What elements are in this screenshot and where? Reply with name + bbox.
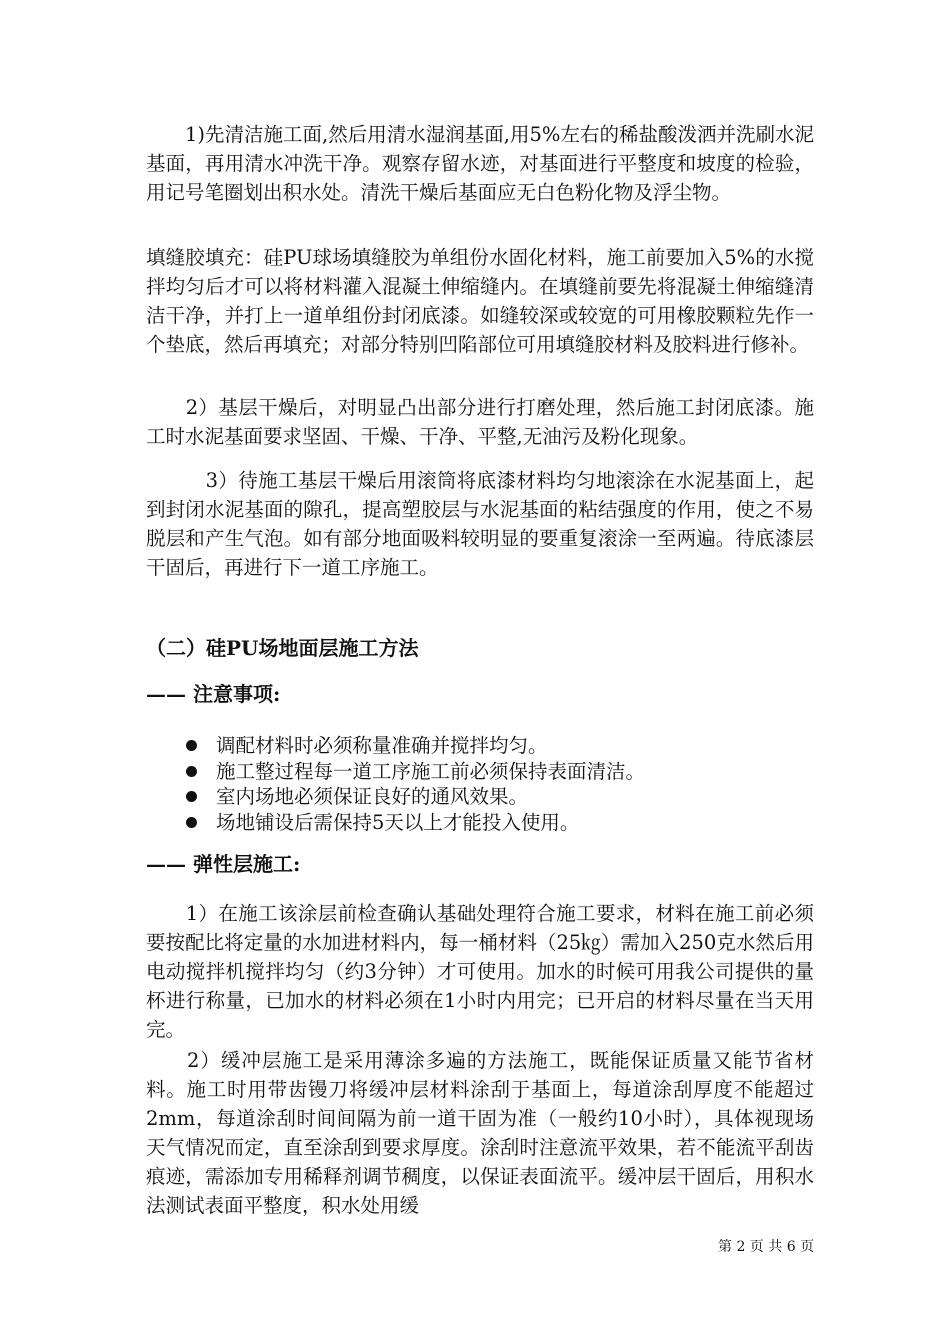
- page-number: 第 2 页 共 6 页: [718, 1239, 815, 1255]
- notes-list: [146, 733, 806, 835]
- paragraph-cleaning: 1)先清洁施工面,然后用清水湿润基面,用5%左右的稀盐酸泼洒并洗刷水泥基面，再用清水冲洗干净。观察存留水迹，对基面进行平整度和坡度的检验，用记号笔圈划出积水处。清洗干燥后基面应无白色粉化物及浮尘物。: [146, 123, 814, 204]
- section-heading: （二）硅PU场地面层施工方法: [146, 636, 419, 660]
- list-item: 场地铺设后需保持5天以上才能投入使用。: [146, 810, 806, 836]
- paragraph-base-drying: 2）基层干燥后，对明显凸出部分进行打磨处理，然后施工封闭底漆。施工时水泥基面要求坚固、干燥、干净、平整,无油污及粉化现象。: [146, 396, 814, 448]
- paragraph-buffer-layer: 2）缓冲层施工是采用薄涂多遍的方法施工，既能保证质量又能节省材料。施工时用带齿镘刀将缓冲层材料涂刮于基面上，每道涂刮厚度不能超过2mm，每道涂刮时间间隔为前一道干固为准（一般约10小时），具体视现场天气情况而定，直至涂刮到要求厚度。涂刮时注意流平效果，若不能流平刮齿痕迹，需添加专用稀释剂调节稠度，以保证表面流平。缓冲层干固后，用积水法测试表面平整度，积水处用缓: [146, 1049, 814, 1217]
- list-item: 室内场地必须保证良好的通风效果。: [146, 784, 806, 810]
- elastic-layer-heading: —— 弹性层施工:: [146, 852, 301, 876]
- bullet-icon: [186, 817, 197, 828]
- paragraph-joint-filling: 填缝胶填充：硅PU球场填缝胶为单组份水固化材料，施工前要加入5%的水搅拌均匀后才可以将材料灌入混凝土伸缩缝内。在填缝前要先将混凝土伸缩缝清洁干净，并打上一道单组份封闭底漆。如缝较深或较宽的可用橡胶颗粒先作一个垫底，然后再填充；对部分特别凹陷部位可用填缝胶材料及胶料进行修补。: [146, 246, 814, 356]
- paragraph-primer: 3）待施工基层干燥后用滚筒将底漆材料均匀地滚涂在水泥基面上，起到封闭水泥基面的隙孔，提高塑胶层与水泥基面的粘结强度的作用，使之不易脱层和产生气泡。如有部分地面吸料较明显的要重复滚涂一至两遍。待底漆层干固后，再进行下一道工序施工。: [146, 469, 814, 579]
- list-item: 调配材料时必须称量准确并搅拌均匀。: [146, 733, 806, 759]
- list-item: 施工整过程每一道工序施工前必须保持表面清洁。: [146, 759, 806, 785]
- bullet-icon: [186, 791, 197, 802]
- bullet-icon: [186, 766, 197, 777]
- paragraph-elastic-mixing: 1）在施工该涂层前检查确认基础处理符合施工要求，材料在施工前必须要按配比将定量的水加进材料内，每一桶材料（25㎏）需加入250克水然后用电动搅拌机搅拌均匀（约3分钟）才可使用。加水的时候可用我公司提供的量杯进行称量，已加水的材料必须在1小时内用完；已开启的材料尽量在当天用完。: [146, 902, 814, 1041]
- notes-heading: —— 注意事项:: [146, 682, 281, 706]
- bullet-icon: [186, 740, 197, 751]
